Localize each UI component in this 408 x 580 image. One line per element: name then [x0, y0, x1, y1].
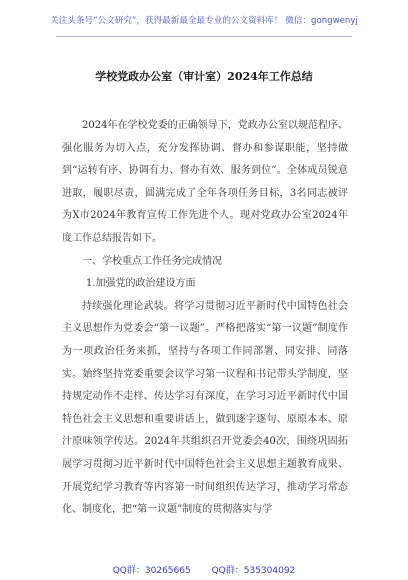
section-heading: 一、学校重点工作任务完成情况: [82, 255, 222, 267]
subsection-heading: 1.加强党的政治建设方面: [86, 278, 196, 290]
body-paragraph: 持续强化理论武装。将学习贯彻习近平新时代中国特色社会主义思想作为党委会“第一议题”。严格把落实“第一议题”制度作为一项政治任务来抓，坚持与各项工作同部署、同安排、同落实。始终坚持党委重要会议学习第一议程和书记带头学制度，坚持规定动作不走样、传达学习有深度，在学习习近平新时代中国特色社会主义思想和重要讲话上，做到逐字逐句、原原本本、原汁原味领学传达。2024年共组织召开党委会40次，围绕巩固拓展学习贯彻习近平新时代中国特色社会主义思想主题教育成果、开展党纪学习教育等内容第一时间组织传达学习，推动学习常态化、制度化，把“第一议题”制度的贯彻落实与学: [62, 300, 348, 516]
document-title: 学校党政办公室（审计室）2024年工作总结: [95, 70, 313, 83]
qq-footer: [0, 563, 408, 576]
qq-group-1: QQ群：30265665: [112, 566, 191, 576]
header-banner: 关注头条号“公文研究”，获得最新最全最专业的公文资料库！ 微信：gongwenyj: [50, 16, 358, 26]
header-divider: [56, 36, 352, 37]
qq-group-2: QQ群：535304092: [211, 566, 296, 576]
document-body: [62, 115, 348, 522]
intro-paragraph: 2024年在学校党委的正确领导下，党政办公室以规范程序、强化服务为切入点，充分发挥协调、督办和参谋职能，坚持做到“运转有序、协调有力、督办有效、服务到位”。全体成员锐意进取，履职尽责，圆满完成了全年各项任务目标，3名同志被评为X市2024年教育宣传工作先进个人。现对党政办公室2024年度工作总结报告如下。: [62, 120, 348, 244]
